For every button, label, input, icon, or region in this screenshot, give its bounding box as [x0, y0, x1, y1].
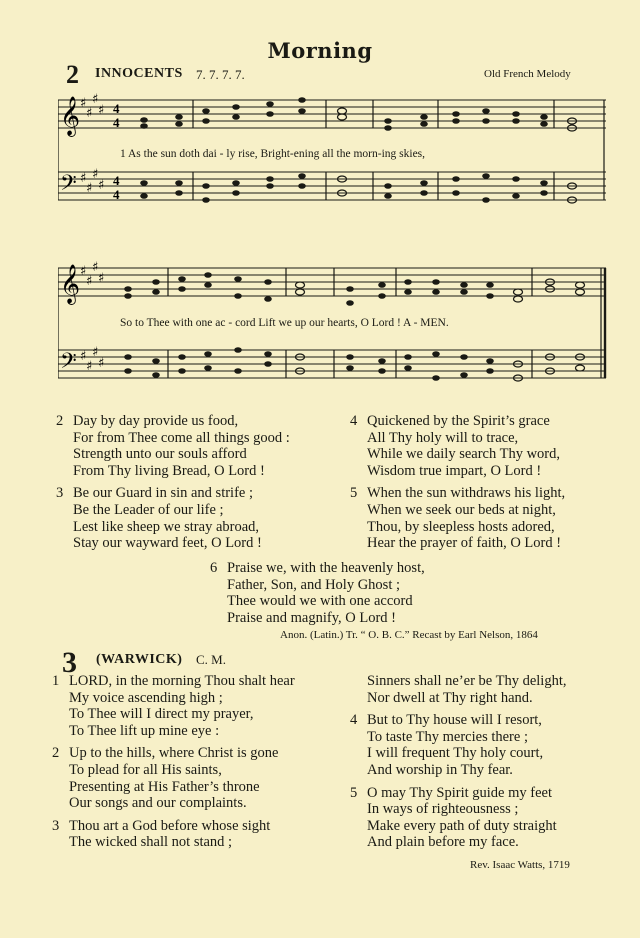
verse: 3 Be our Guard in sin and strife ; Be the Leader of our life ; Lest like sheep we stray abroad, Stay our wayward feet, O Lord !: [56, 485, 262, 552]
bass-clef-icon: 𝄢: [60, 349, 77, 379]
svg-text:♯: ♯: [92, 260, 99, 275]
svg-text:♯: ♯: [86, 274, 93, 289]
svg-text:♯: ♯: [92, 345, 99, 360]
svg-text:♯: ♯: [92, 167, 99, 182]
verse: 2 Day by day provide us food, For from Thee come all things good : Strength unto our souls afford From Thy living Bread, O Lord !: [56, 413, 290, 479]
svg-text:4: 4: [113, 101, 120, 116]
treble-clef-icon: 𝄞: [60, 96, 81, 136]
hymn-3-number: 3: [62, 646, 77, 679]
verse: 3 Thou art a God before whose sight The wicked shall not stand ;: [52, 817, 271, 851]
hymn-2-number: 2: [66, 60, 79, 89]
svg-text:♯: ♯: [80, 264, 87, 279]
hymn-2-tune-source: Old French Melody: [484, 68, 571, 80]
notes-bass: [140, 173, 576, 203]
svg-text:♯: ♯: [98, 103, 105, 118]
hymn-2-verse-6: 6 Praise we, with the heavenly host, Father, Son, and Holy Ghost ; Thee would we with one accord Praise and magnify, O Lord !: [210, 560, 425, 626]
verse: Sinners shall ne’er be Thy delight, Nor dwell at Thy right hand.: [367, 673, 567, 706]
time-signature-icon: [113, 101, 120, 202]
hymn-2-meter: 7. 7. 7. 7.: [196, 67, 245, 82]
svg-text:♯: ♯: [98, 178, 105, 193]
svg-text:4: 4: [113, 173, 120, 188]
hymn-3-tune-name: (WARWICK): [96, 652, 183, 667]
verse: 4 But to Thy house will I resort, To taste Thy mercies there ; I will frequent Thy holy court, And worship in Thy fear.: [350, 712, 544, 778]
hymn-3-credit: Rev. Isaac Watts, 1719: [470, 859, 570, 871]
verse: 1 LORD, in the morning Thou shalt hear My voice ascending high ; To Thee will I direct my prayer, To Thee lift up mine eye :: [52, 673, 295, 739]
hymn-2-lyrics-line-1: 1 As the sun doth dai - ly rise, Bright-ening all the morn-ing skies,: [120, 148, 426, 160]
hymn-2-tune-name: INNOCENTS: [95, 66, 183, 81]
hymn-3-meter: C. M.: [196, 652, 226, 667]
treble-clef-icon: 𝄞: [60, 264, 81, 304]
svg-text:4: 4: [113, 115, 120, 130]
hymn-3-verses-left: [52, 673, 295, 851]
svg-text:♯: ♯: [80, 171, 87, 186]
bass-staff: [58, 172, 606, 200]
bass-clef-icon: 𝄢: [60, 171, 77, 201]
svg-text:♯: ♯: [98, 356, 105, 371]
svg-text:♯: ♯: [86, 181, 93, 196]
svg-text:4: 4: [113, 187, 120, 202]
svg-text:♯: ♯: [80, 96, 87, 111]
hymn-2-verses-right: [350, 413, 565, 552]
hymn-2-verses-left: [56, 413, 290, 552]
svg-text:♯: ♯: [98, 271, 105, 286]
verse: 4 Quickened by the Spirit’s grace All Thy holy will to trace, While we daily search Thy word, Wisdom true impart, O Lord !: [350, 413, 561, 479]
verse: 5 O may Thy Spirit guide my feet In ways of righteousness ; Make every path of duty straight And plain before my face.: [350, 784, 557, 851]
svg-text:♯: ♯: [86, 359, 93, 374]
svg-text:♯: ♯: [80, 349, 87, 364]
hymn-3-verses-right: [350, 673, 566, 851]
verse: 2 Up to the hills, where Christ is gone To plead for all His saints, Presenting at His Father’s throne Our songs and our complaints.: [52, 745, 279, 812]
treble-staff: [58, 100, 606, 128]
key-signature-icon: [80, 260, 104, 374]
verse: 5 When the sun withdraws his light, When we seek our beds at night, Thou, by sleepless hosts adored, Hear the prayer of faith, O Lord !: [350, 485, 566, 552]
hymn-2-credit: Anon. (Latin.) Tr. “ O. B. C.” Recast by Earl Nelson, 1864: [280, 629, 538, 641]
key-signature-icon: [80, 92, 104, 196]
hymn-2-lyrics-line-2: So to Thee with one ac - cord Lift we up our hearts, O Lord ! A - MEN.: [120, 317, 449, 329]
svg-text:♯: ♯: [86, 106, 93, 121]
page-title: Morning: [267, 38, 373, 63]
svg-text:♯: ♯: [92, 92, 99, 107]
